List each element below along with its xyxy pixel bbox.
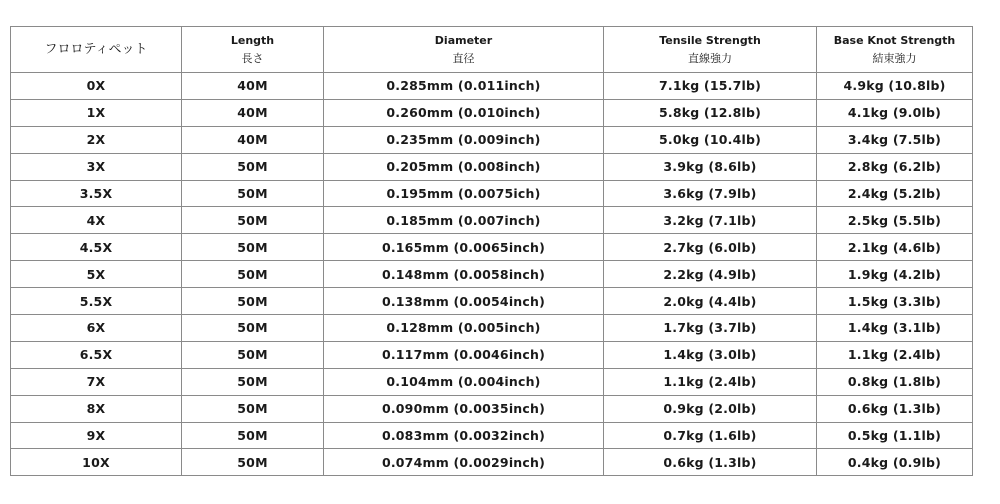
cell-size: 1X [11,99,182,126]
cell-length: 50M [182,261,324,288]
cell-size: 5X [11,261,182,288]
cell-tensile: 1.7kg (3.7lb) [604,315,817,342]
header-tensile [604,27,817,73]
cell-tensile: 5.0kg (10.4lb) [604,126,817,153]
cell-knot: 2.5kg (5.5lb) [817,207,973,234]
cell-size: 6X [11,315,182,342]
cell-knot: 0.6kg (1.3lb) [817,395,973,422]
cell-tensile: 7.1kg (15.7lb) [604,73,817,100]
header-knot-jp: 結束強力 [872,51,917,65]
table-row [11,368,973,395]
cell-tensile: 0.7kg (1.6lb) [604,422,817,449]
cell-size: 4.5X [11,234,182,261]
table-row [11,234,973,261]
table-row [11,180,973,207]
cell-length: 50M [182,180,324,207]
cell-knot: 4.1kg (9.0lb) [817,99,973,126]
cell-length: 50M [182,422,324,449]
cell-length: 40M [182,126,324,153]
cell-knot: 3.4kg (7.5lb) [817,126,973,153]
table-row [11,422,973,449]
cell-knot: 1.5kg (3.3lb) [817,288,973,315]
cell-tensile: 2.0kg (4.4lb) [604,288,817,315]
cell-knot: 1.4kg (3.1lb) [817,315,973,342]
cell-length: 50M [182,288,324,315]
cell-diameter: 0.165mm (0.0065inch) [324,234,604,261]
table-row [11,99,973,126]
table-row [11,261,973,288]
cell-diameter: 0.104mm (0.004inch) [324,368,604,395]
cell-diameter: 0.090mm (0.0035inch) [324,395,604,422]
cell-size: 3X [11,153,182,180]
cell-knot: 0.4kg (0.9lb) [817,449,973,476]
cell-knot: 1.1kg (2.4lb) [817,341,973,368]
header-model: フロロティペット [11,27,182,73]
cell-diameter: 0.117mm (0.0046inch) [324,341,604,368]
cell-tensile: 0.9kg (2.0lb) [604,395,817,422]
cell-size: 4X [11,207,182,234]
header-diameter-en: Diameter [434,33,493,47]
cell-knot: 2.4kg (5.2lb) [817,180,973,207]
header-length-en: Length [230,33,275,47]
table-row [11,449,973,476]
cell-tensile: 3.2kg (7.1lb) [604,207,817,234]
table-row [11,153,973,180]
cell-tensile: 2.2kg (4.9lb) [604,261,817,288]
table-row [11,288,973,315]
cell-length: 50M [182,341,324,368]
cell-size: 10X [11,449,182,476]
cell-length: 50M [182,153,324,180]
header-tensile-en: Tensile Strength [659,33,761,47]
cell-knot: 0.5kg (1.1lb) [817,422,973,449]
cell-diameter: 0.138mm (0.0054inch) [324,288,604,315]
cell-length: 50M [182,395,324,422]
cell-knot: 1.9kg (4.2lb) [817,261,973,288]
cell-diameter: 0.148mm (0.0058inch) [324,261,604,288]
cell-diameter: 0.195mm (0.0075ich) [324,180,604,207]
cell-size: 5.5X [11,288,182,315]
cell-length: 50M [182,207,324,234]
cell-tensile: 1.4kg (3.0lb) [604,341,817,368]
table-row [11,126,973,153]
cell-length: 40M [182,73,324,100]
cell-knot: 4.9kg (10.8lb) [817,73,973,100]
cell-length: 50M [182,449,324,476]
header-diameter-jp: 直径 [452,51,475,65]
cell-diameter: 0.074mm (0.0029inch) [324,449,604,476]
header-diameter [324,27,604,73]
cell-tensile: 5.8kg (12.8lb) [604,99,817,126]
table-header [11,27,973,73]
cell-length: 50M [182,368,324,395]
cell-diameter: 0.260mm (0.010inch) [324,99,604,126]
spec-table [10,26,973,476]
table-row [11,341,973,368]
cell-tensile: 3.6kg (7.9lb) [604,180,817,207]
header-tensile-jp: 直線強力 [688,51,732,65]
cell-diameter: 0.235mm (0.009inch) [324,126,604,153]
table-row [11,207,973,234]
cell-diameter: 0.285mm (0.011inch) [324,73,604,100]
cell-size: 6.5X [11,341,182,368]
cell-size: 3.5X [11,180,182,207]
table-body [11,73,973,476]
cell-size: 2X [11,126,182,153]
cell-diameter: 0.205mm (0.008inch) [324,153,604,180]
cell-knot: 2.8kg (6.2lb) [817,153,973,180]
cell-length: 50M [182,234,324,261]
cell-length: 40M [182,99,324,126]
cell-diameter: 0.083mm (0.0032inch) [324,422,604,449]
cell-size: 9X [11,422,182,449]
cell-length: 50M [182,315,324,342]
cell-size: 7X [11,368,182,395]
header-knot [817,27,973,73]
cell-knot: 0.8kg (1.8lb) [817,368,973,395]
cell-size: 0X [11,73,182,100]
header-length [182,27,324,73]
cell-tensile: 3.9kg (8.6lb) [604,153,817,180]
cell-diameter: 0.128mm (0.005inch) [324,315,604,342]
header-row [11,27,973,73]
cell-knot: 2.1kg (4.6lb) [817,234,973,261]
header-knot-en: Base Knot Strength [833,33,956,47]
cell-tensile: 2.7kg (6.0lb) [604,234,817,261]
cell-tensile: 1.1kg (2.4lb) [604,368,817,395]
table-row [11,73,973,100]
table-row [11,395,973,422]
cell-tensile: 0.6kg (1.3lb) [604,449,817,476]
cell-size: 8X [11,395,182,422]
cell-diameter: 0.185mm (0.007inch) [324,207,604,234]
header-length-jp: 長さ [241,51,264,65]
table-row [11,315,973,342]
